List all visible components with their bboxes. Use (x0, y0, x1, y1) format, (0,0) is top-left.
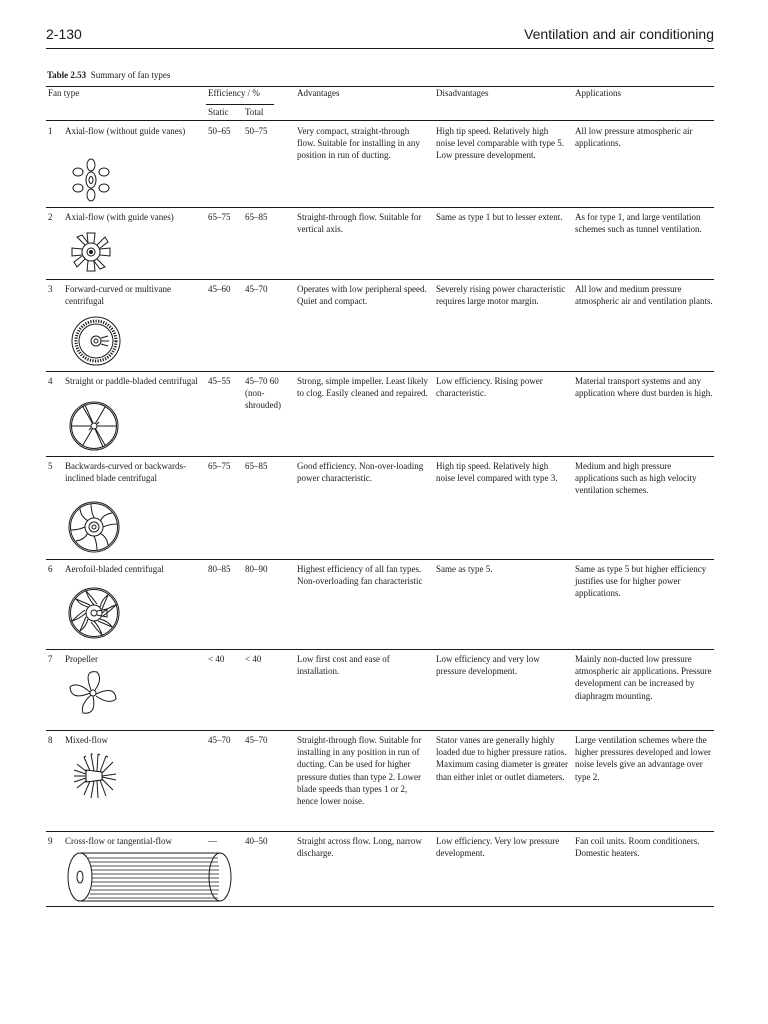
table-row (46, 649, 714, 731)
advantages: Good efficiency. Non-over-loading power characteristic. (297, 461, 424, 484)
header-static: Static (208, 107, 229, 117)
header-applications: Applications (575, 88, 621, 98)
efficiency-static: < 40 (208, 654, 225, 664)
mixed-flow-icon (66, 748, 122, 804)
disadvantages: Low efficiency. Very low pressure development. (436, 836, 560, 859)
efficiency-static: 65–75 (208, 461, 231, 471)
table-caption (47, 70, 170, 80)
advantages: Operates with low peripheral speed. Quiet and compact. (297, 284, 427, 307)
efficiency-static: 45–70 (208, 735, 231, 745)
advantages: Low first cost and ease of installation. (297, 654, 390, 677)
disadvantages: High tip speed. Relatively high noise level comparable with type 5. Low pressure development. (436, 126, 564, 161)
running-head (46, 26, 714, 49)
applications: All low pressure atmospheric air applications. (575, 126, 693, 149)
axial-fan-icon (66, 157, 116, 203)
efficiency-static: 45–60 (208, 284, 231, 294)
disadvantages: High tip speed. Relatively high noise level compared with type 3. (436, 461, 558, 484)
row-number: 1 (48, 126, 53, 136)
backward-curved-centrifugal-icon (66, 500, 122, 554)
disadvantages: Low efficiency and very low pressure development. (436, 654, 540, 677)
header-efficiency: Efficiency / % (208, 88, 260, 98)
fan-type: Aerofoil-bladed centrifugal (65, 564, 164, 574)
running-title: Ventilation and air conditioning (524, 26, 714, 42)
cross-flow-icon (66, 851, 234, 903)
fan-type: Backwards-curved or backwards-inclined blade centrifugal (65, 461, 186, 484)
disadvantages: Stator vanes are generally highly loaded due to higher pressure ratios. Maximum casing diameter is greater than either inlet or outlet diameters. (436, 735, 568, 782)
applications: All low and medium pressure atmospheric air and ventilation plants. (575, 284, 713, 307)
propeller-icon (66, 668, 120, 718)
row-number: 9 (48, 836, 53, 846)
efficiency-static: 80–85 (208, 564, 231, 574)
advantages: Straight across flow. Long, narrow discharge. (297, 836, 422, 859)
applications: Material transport systems and any application where dust burden is high. (575, 376, 713, 399)
table-row (46, 371, 714, 457)
page-number: 2-130 (46, 26, 82, 42)
row-number: 2 (48, 212, 53, 222)
applications: Fan coil units. Room conditioners. Domestic heaters. (575, 836, 700, 859)
advantages: Strong, simple impeller. Least likely to clog. Easily cleaned and repaired. (297, 376, 428, 399)
fan-type: Straight or paddle-bladed centrifugal (65, 376, 198, 386)
row-number: 8 (48, 735, 53, 745)
table-row (46, 456, 714, 560)
axial-vaned-fan-icon (66, 229, 116, 275)
aerofoil-centrifugal-icon (66, 586, 122, 640)
header-advantages: Advantages (297, 88, 340, 98)
row-number: 3 (48, 284, 53, 294)
efficiency-total: 80–90 (245, 564, 268, 574)
fan-type: Axial-flow (without guide vanes) (65, 126, 186, 136)
efficiency-static: 45–55 (208, 376, 231, 386)
table-row (46, 730, 714, 832)
disadvantages: Severely rising power characteristic requires large motor margin. (436, 284, 566, 307)
disadvantages: Same as type 5. (436, 564, 493, 574)
advantages: Straight-through flow. Suitable for installing in any position in run of ducting. Can be used for higher pressure duties than type 2. Lower blade speeds than types 1 or 2, hence lower noise. (297, 735, 422, 807)
efficiency-total: 45–70 (245, 735, 268, 745)
efficiency-static: 50–65 (208, 126, 231, 136)
row-number: 6 (48, 564, 53, 574)
efficiency-total: 65–85 (245, 212, 268, 222)
table-row (46, 279, 714, 372)
applications: Mainly non-ducted low pressure atmospheric air applications. Pressure development can be increased by diaphragm mounting. (575, 654, 712, 701)
table-top-rule (46, 86, 714, 87)
row-number: 4 (48, 376, 53, 386)
fan-type: Propeller (65, 654, 98, 664)
fan-type: Axial-flow (with guide vanes) (65, 212, 174, 222)
advantages: Straight-through flow. Suitable for vertical axis. (297, 212, 422, 235)
efficiency-total: 45–70 60 (non-shrouded) (245, 376, 281, 411)
advantages: Very compact, straight-through flow. Suitable for installing in any position in run of ducting. (297, 126, 420, 161)
row-number: 5 (48, 461, 53, 471)
efficiency-total: 40–50 (245, 836, 268, 846)
efficiency-total: 65–85 (245, 461, 268, 471)
efficiency-subrule (206, 104, 274, 105)
header-fan-type: Fan type (48, 88, 80, 98)
efficiency-total: 50–75 (245, 126, 268, 136)
table-row (46, 207, 714, 280)
efficiency-static: 65–75 (208, 212, 231, 222)
table-row (46, 121, 714, 208)
disadvantages: Low efficiency. Rising power characteristic. (436, 376, 543, 399)
multivane-centrifugal-icon (66, 315, 126, 367)
header-disadvantages: Disadvantages (436, 88, 489, 98)
fan-type: Mixed-flow (65, 735, 108, 745)
applications: Large ventilation schemes where the higher pressures developed and lower noise levels give an advantage over type 2. (575, 735, 711, 782)
table-row (46, 831, 714, 907)
applications: Same as type 5 but higher efficiency justifies use for higher power applications. (575, 564, 707, 599)
applications: As for type 1, and large ventilation schemes such as tunnel ventilation. (575, 212, 702, 235)
efficiency-total: < 40 (245, 654, 262, 664)
disadvantages: Same as type 1 but to lesser extent. (436, 212, 563, 222)
table-label: Table 2.53 (47, 70, 87, 80)
row-number: 7 (48, 654, 53, 664)
fan-type: Forward-curved or multivane centrifugal (65, 284, 171, 307)
table-row (46, 559, 714, 650)
efficiency-total: 45–70 (245, 284, 268, 294)
paddle-centrifugal-icon (66, 400, 122, 452)
table-caption-text: Summary of fan types (90, 70, 171, 80)
efficiency-static: — (208, 836, 217, 846)
applications: Medium and high pressure applications such as high velocity ventilation schemes. (575, 461, 697, 496)
advantages: Highest efficiency of all fan types. Non-overloading fan characteristic (297, 564, 423, 587)
fan-type: Cross-flow or tangential-flow (65, 836, 172, 846)
header-total: Total (245, 107, 264, 117)
